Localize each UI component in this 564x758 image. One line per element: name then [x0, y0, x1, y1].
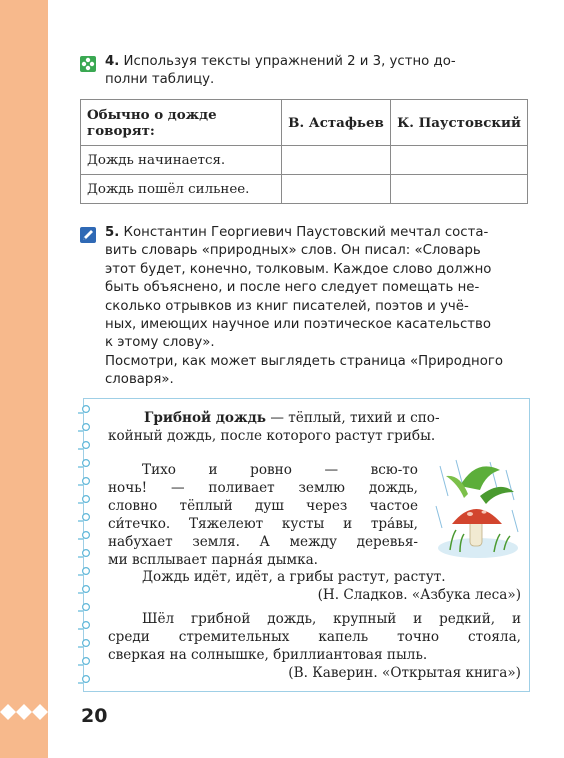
table-header-cell: К. Паустовский: [391, 100, 528, 146]
quote-line: ми всплывает парна́я дымка.: [108, 552, 318, 568]
quote-line: сверкая на солнышке, бриллиантовая пыль.: [108, 647, 428, 663]
quote-line: словно тёплый душ через частое: [108, 498, 418, 514]
exercise-5-line: ных, имеющих научное или поэтическое касательство: [105, 317, 491, 333]
dictionary-entry: [108, 409, 521, 427]
table-cell[interactable]: [391, 146, 528, 175]
page-number: 20: [81, 705, 108, 727]
quote-line: Тихо и ровно — всю-то: [142, 462, 418, 478]
exercise-4-text: [105, 53, 528, 90]
pencil-icon: [80, 227, 96, 243]
table-header-cell: В. Астафьев: [282, 100, 391, 146]
exercise-number: 5.: [105, 225, 120, 240]
exercise-5-text: [105, 224, 528, 390]
exercise-5-line: этот будет, конечно, толковым. Каждое слово должно: [105, 261, 492, 277]
header-line: говорят:: [87, 122, 155, 139]
exercise-5-line: к этому слову».: [105, 335, 215, 351]
quote-line: си́течко. Тяжелеют кусты и тра́вы,: [108, 516, 418, 532]
definition-line: — тёплый, тихий и спо-: [266, 410, 440, 426]
header-line: Обычно о дожде: [87, 106, 217, 123]
source-citation: (В. Каверин. «Открытая книга»): [288, 665, 521, 681]
quote-2: [108, 610, 521, 664]
exercise-5-line: вить словарь «природных» слов. Он писал: «Словарь: [105, 243, 481, 259]
quote-line: среди стремительных капель точно стояла,: [108, 629, 521, 645]
exercise-number: 4.: [105, 54, 120, 69]
table-cell[interactable]: [282, 146, 391, 175]
exercise-4-line: полни таблицу.: [105, 72, 215, 88]
table-cell[interactable]: [391, 175, 528, 204]
exercise-5-line: Константин Георгиевич Паустовский мечтал соста-: [123, 225, 489, 240]
table-row: [81, 146, 528, 175]
table-header-cell: [81, 100, 282, 146]
quote-line: набухает земля. А между деревья-: [108, 534, 418, 550]
quote-line: ночь! — поливает землю дождь,: [108, 480, 418, 496]
definition-line: койный дождь, после которого растут грибы.: [108, 428, 436, 444]
quote-line: Дождь идёт, идёт, а грибы растут, растут.: [142, 569, 446, 585]
mushroom-illustration: [430, 456, 522, 564]
exercise-5-line: Посмотри, как может выглядеть страница «Природного: [105, 353, 503, 369]
notebook-rings: [78, 403, 92, 688]
table-cell: Дождь пошёл сильнее.: [81, 175, 282, 204]
exercise-5-line: словаря».: [105, 372, 174, 388]
dictionary-table: [80, 99, 528, 204]
dictionary-term: Грибной дождь: [144, 410, 267, 426]
exercise-5-line: быть объяснено, и после него следует помещать не-: [105, 280, 480, 296]
table-cell: Дождь начинается.: [81, 146, 282, 175]
flower-icon: [80, 56, 96, 72]
zigzag-decoration: [0, 700, 48, 724]
exercise-5-line: сколько отрывков из книг писателей, поэтов и учё-: [105, 298, 469, 314]
quote-line: Шёл грибной дождь, крупный и редкий, и: [142, 611, 521, 627]
table-row: [81, 175, 528, 204]
side-strip: [0, 0, 48, 758]
exercise-4-line: Используя тексты упражнений 2 и 3, устно до-: [123, 54, 456, 69]
quote-1: [108, 461, 418, 569]
source-citation: (Н. Сладков. «Азбука леса»): [317, 587, 521, 603]
table-cell[interactable]: [282, 175, 391, 204]
